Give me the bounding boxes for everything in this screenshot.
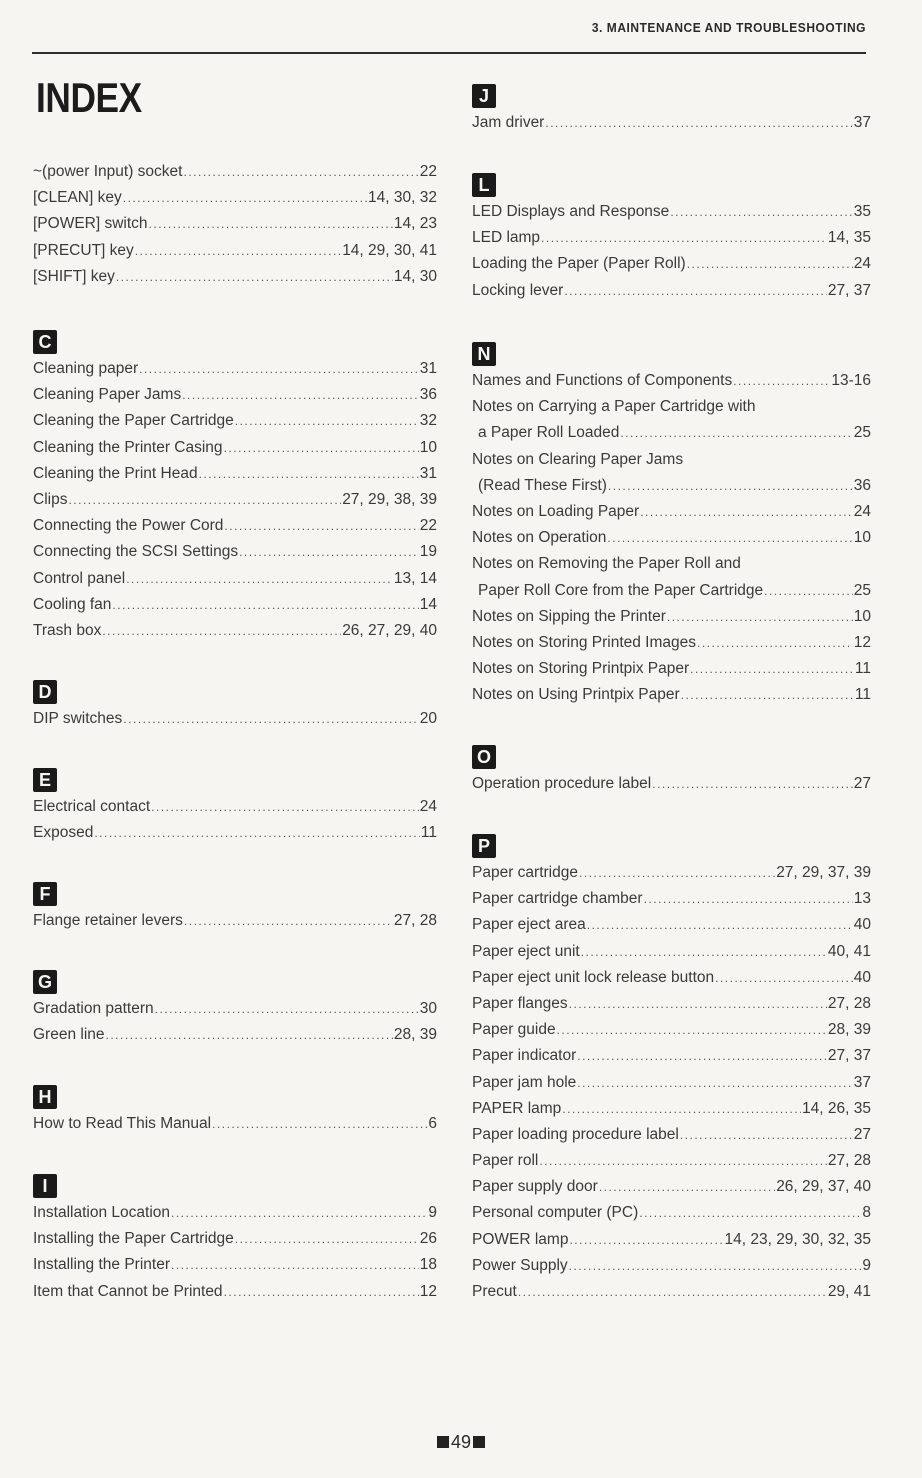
- index-entry: Paper cartridge chamber ..... 13: [472, 890, 871, 916]
- index-entry: Connecting the Power Cord ..... 22: [33, 517, 437, 543]
- index-entry: Notes on Using Printpix Paper ..... 11: [472, 686, 871, 712]
- index-entry: Paper eject area ..... 40: [472, 916, 871, 942]
- index-entry: Paper guide ..... 28, 39: [472, 1021, 871, 1047]
- index-entry: Electrical contact ..... 24: [33, 798, 437, 824]
- header-rule: [32, 52, 866, 54]
- index-entry: Green line ..... 28, 39: [33, 1026, 437, 1052]
- index-entry: Notes on Operation ..... 10: [472, 529, 871, 555]
- index-entry: Cleaning Paper Jams ..... 36: [33, 386, 437, 412]
- index-entry: Operation procedure label ..... 27: [472, 775, 871, 801]
- index-entry: [CLEAN] key ..... 14, 30, 32: [33, 189, 437, 215]
- index-entry: Paper jam hole ..... 37: [472, 1074, 871, 1100]
- index-group-e: [33, 768, 437, 850]
- index-entry: Notes on Storing Printed Images ..... 12: [472, 634, 871, 660]
- square-bullet-icon: [437, 1436, 449, 1448]
- index-entry: Locking lever ..... 27, 37: [472, 282, 871, 308]
- index-group-f: [33, 882, 437, 938]
- index-entry: Clips ..... 27, 29, 38, 39: [33, 491, 437, 517]
- index-entry: Notes on Storing Printpix Paper ..... 11: [472, 660, 871, 686]
- index-entry: Installation Location ..... 9: [33, 1204, 437, 1230]
- index-entry: Names and Functions of Components ..... 13-16: [472, 372, 871, 398]
- index-entry: Installing the Paper Cartridge ..... 26: [33, 1230, 437, 1256]
- section-letter-l: L: [472, 173, 496, 197]
- index-entry: Connecting the SCSI Settings ..... 19: [33, 543, 437, 569]
- index-entry: Cleaning the Printer Casing ..... 10: [33, 439, 437, 465]
- index-group-d: [33, 680, 437, 736]
- index-entry: Exposed ..... 11: [33, 824, 437, 850]
- page-number: 49: [0, 1432, 922, 1453]
- index-entry: Cleaning the Print Head ..... 31: [33, 465, 437, 491]
- index-group-o: [472, 745, 871, 801]
- running-header: 3. MAINTENANCE AND TROUBLESHOOTING: [591, 20, 866, 35]
- section-letter-i: I: [33, 1174, 57, 1198]
- index-entry: Cleaning paper ..... 31: [33, 360, 437, 386]
- index-entry: Paper eject unit lock release button ..... 40: [472, 969, 871, 995]
- index-entry: ~(power Input) socket ..... 22: [33, 163, 437, 189]
- index-entry: a Paper Roll Loaded ..... 25: [472, 424, 871, 450]
- index-entry: Paper roll ..... 27, 28: [472, 1152, 871, 1178]
- section-letter-e: E: [33, 768, 57, 792]
- index-entry: [POWER] switch ..... 14, 23: [33, 215, 437, 241]
- index-group-c: [33, 330, 437, 648]
- index-group-h: [33, 1085, 437, 1141]
- index-group-g: [33, 970, 437, 1052]
- section-letter-g: G: [33, 970, 57, 994]
- index-group-i: [33, 1174, 437, 1309]
- index-entry: Cleaning the Paper Cartridge ..... 32: [33, 412, 437, 438]
- index-entry: (Read These First) ..... 36: [472, 477, 871, 503]
- index-entry: DIP switches ..... 20: [33, 710, 437, 736]
- index-entry: Notes on Sipping the Printer ..... 10: [472, 608, 871, 634]
- index-entry: Notes on Removing the Paper Roll and: [472, 555, 741, 573]
- index-entry: Notes on Carrying a Paper Cartridge with: [472, 398, 756, 416]
- index-entry: Cooling fan ..... 14: [33, 596, 437, 622]
- index-group-symbols: [33, 163, 437, 294]
- index-entry: Trash box ..... 26, 27, 29, 40: [33, 622, 437, 648]
- section-letter-d: D: [33, 680, 57, 704]
- section-letter-c: C: [33, 330, 57, 354]
- index-entry: POWER lamp ..... 14, 23, 29, 30, 32, 35: [472, 1231, 871, 1257]
- index-entry: Item that Cannot be Printed ..... 12: [33, 1283, 437, 1309]
- section-letter-h: H: [33, 1085, 57, 1109]
- index-entry: Loading the Paper (Paper Roll) ..... 24: [472, 255, 871, 281]
- index-entry: LED lamp ..... 14, 35: [472, 229, 871, 255]
- page-title: INDEX: [36, 74, 142, 121]
- index-entry: Notes on Clearing Paper Jams: [472, 450, 684, 468]
- index-entry: How to Read This Manual ..... 6: [33, 1115, 437, 1141]
- section-letter-o: O: [472, 745, 496, 769]
- index-entry: Flange retainer levers ..... 27, 28: [33, 912, 437, 938]
- index-entry: Jam driver ..... 37: [472, 114, 871, 140]
- index-entry: [PRECUT] key ..... 14, 29, 30, 41: [33, 242, 437, 268]
- index-entry: Gradation pattern ..... 30: [33, 1000, 437, 1026]
- left-column: [33, 163, 437, 324]
- index-entry: Installing the Printer ..... 18: [33, 1256, 437, 1282]
- index-entry: Paper cartridge ..... 27, 29, 37, 39: [472, 864, 871, 890]
- index-entry: Control panel ..... 13, 14: [33, 570, 437, 596]
- index-entry: [SHIFT] key ..... 14, 30: [33, 268, 437, 294]
- index-group-l: [472, 173, 871, 308]
- section-letter-f: F: [33, 882, 57, 906]
- index-entry: Paper indicator ..... 27, 37: [472, 1047, 871, 1073]
- index-entry: Paper eject unit ..... 40, 41: [472, 943, 871, 969]
- index-entry: Paper Roll Core from the Paper Cartridge ..... 25: [472, 582, 871, 608]
- index-entry: Paper flanges ..... 27, 28: [472, 995, 871, 1021]
- index-entry: Precut ..... 29, 41: [472, 1283, 871, 1309]
- section-letter-j: J: [472, 84, 496, 108]
- square-bullet-icon: [473, 1436, 485, 1448]
- index-entry: Power Supply ..... 9: [472, 1257, 871, 1283]
- index-entry: Notes on Loading Paper ..... 24: [472, 503, 871, 529]
- index-group-p: [472, 834, 871, 1309]
- index-entry: LED Displays and Response ..... 35: [472, 203, 871, 229]
- index-entry: Personal computer (PC) ..... 8: [472, 1204, 871, 1230]
- index-group-j: [472, 84, 871, 140]
- section-letter-n: N: [472, 342, 496, 366]
- section-letter-p: P: [472, 834, 496, 858]
- index-group-n: [472, 342, 871, 712]
- index-entry: Paper supply door ..... 26, 29, 37, 40: [472, 1178, 871, 1204]
- index-entry: PAPER lamp ..... 14, 26, 35: [472, 1100, 871, 1126]
- index-entry: Paper loading procedure label ..... 27: [472, 1126, 871, 1152]
